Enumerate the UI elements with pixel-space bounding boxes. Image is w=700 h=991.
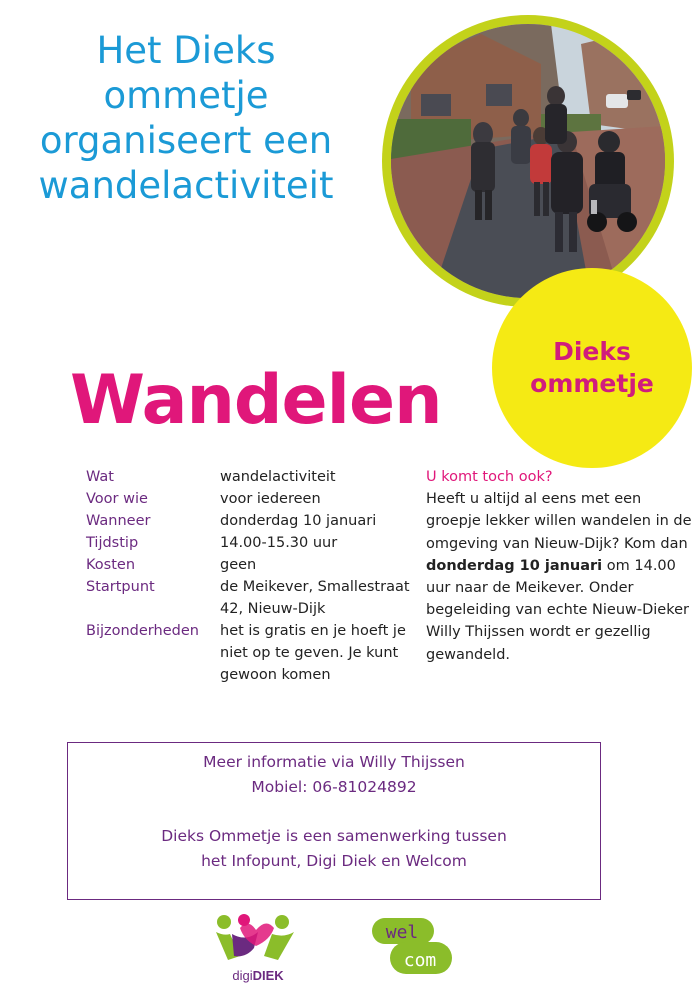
contact-box xyxy=(67,742,601,900)
welcom-logo xyxy=(368,912,456,980)
detail-label: Tijdstip xyxy=(86,535,139,551)
detail-value: voor iedereen xyxy=(220,491,321,507)
detail-label: Startpunt xyxy=(86,579,155,595)
headline-line: wandelactiviteit xyxy=(38,164,334,207)
badge-line: Dieks xyxy=(553,337,631,366)
detail-row xyxy=(86,620,416,686)
logo-text: digi xyxy=(232,968,253,983)
partnership-line: het Infopunt, Digi Diek en Welcom xyxy=(201,852,467,870)
svg-text:digiDIEK xyxy=(232,968,284,983)
detail-row xyxy=(86,510,416,532)
walking-group-photo xyxy=(391,24,665,298)
invitation-body xyxy=(426,488,696,666)
detail-value: wandelactiviteit xyxy=(220,469,336,485)
headline-line: ommetje xyxy=(103,74,269,117)
invitation-date: donderdag 10 januari xyxy=(426,557,603,574)
logo-text: DIEK xyxy=(252,968,284,983)
badge-line: ommetje xyxy=(530,369,654,398)
details-table xyxy=(86,466,416,686)
headline-line: Het Dieks xyxy=(96,29,276,72)
detail-row xyxy=(86,466,416,488)
detail-value: donderdag 10 januari xyxy=(220,513,377,529)
dieks-ommetje-badge xyxy=(492,268,692,468)
detail-label: Bijzonderheden xyxy=(86,623,199,639)
invitation-text-part: Heeft u altijd al eens met een groepje lekker willen wandelen in de omgeving van Nieuw-Dijk? Kom dan xyxy=(426,491,692,552)
headline xyxy=(0,28,372,208)
detail-label: Wanneer xyxy=(86,513,151,529)
detail-value: de Meikever, Smallestraat 42, Nieuw-Dijk xyxy=(220,579,410,617)
detail-value: het is gratis en je hoeft je niet op te geven. Je kunt gewoon komen xyxy=(220,623,406,683)
detail-label: Wat xyxy=(86,469,114,485)
logo-text: wel xyxy=(385,922,419,943)
detail-value: 14.00-15.30 uur xyxy=(220,535,338,551)
detail-row xyxy=(86,576,416,620)
invitation-question: U komt toch ook? xyxy=(426,469,553,485)
detail-row xyxy=(86,532,416,554)
detail-label: Voor wie xyxy=(86,491,148,507)
detail-value: geen xyxy=(220,557,257,573)
contact-phone: Mobiel: 06-81024892 xyxy=(251,778,417,796)
invitation-text-part: om 14.00 uur naar de Meikever. Onder begeleiding van echte Nieuw-Dieker Willy Thijssen wordt er gezellig gewandeld. xyxy=(426,557,689,663)
partnership-line: Dieks Ommetje is een samenwerking tussen xyxy=(161,827,507,845)
detail-label: Kosten xyxy=(86,557,136,573)
digidiek-logo xyxy=(210,912,302,984)
logo-text: com xyxy=(403,950,437,971)
detail-row xyxy=(86,488,416,510)
detail-row xyxy=(86,554,416,576)
headline-line: organiseert een xyxy=(39,119,333,162)
page-title: Wandelen xyxy=(70,361,442,440)
contact-info-line: Meer informatie via Willy Thijssen xyxy=(203,753,465,771)
invitation-text xyxy=(426,466,696,666)
